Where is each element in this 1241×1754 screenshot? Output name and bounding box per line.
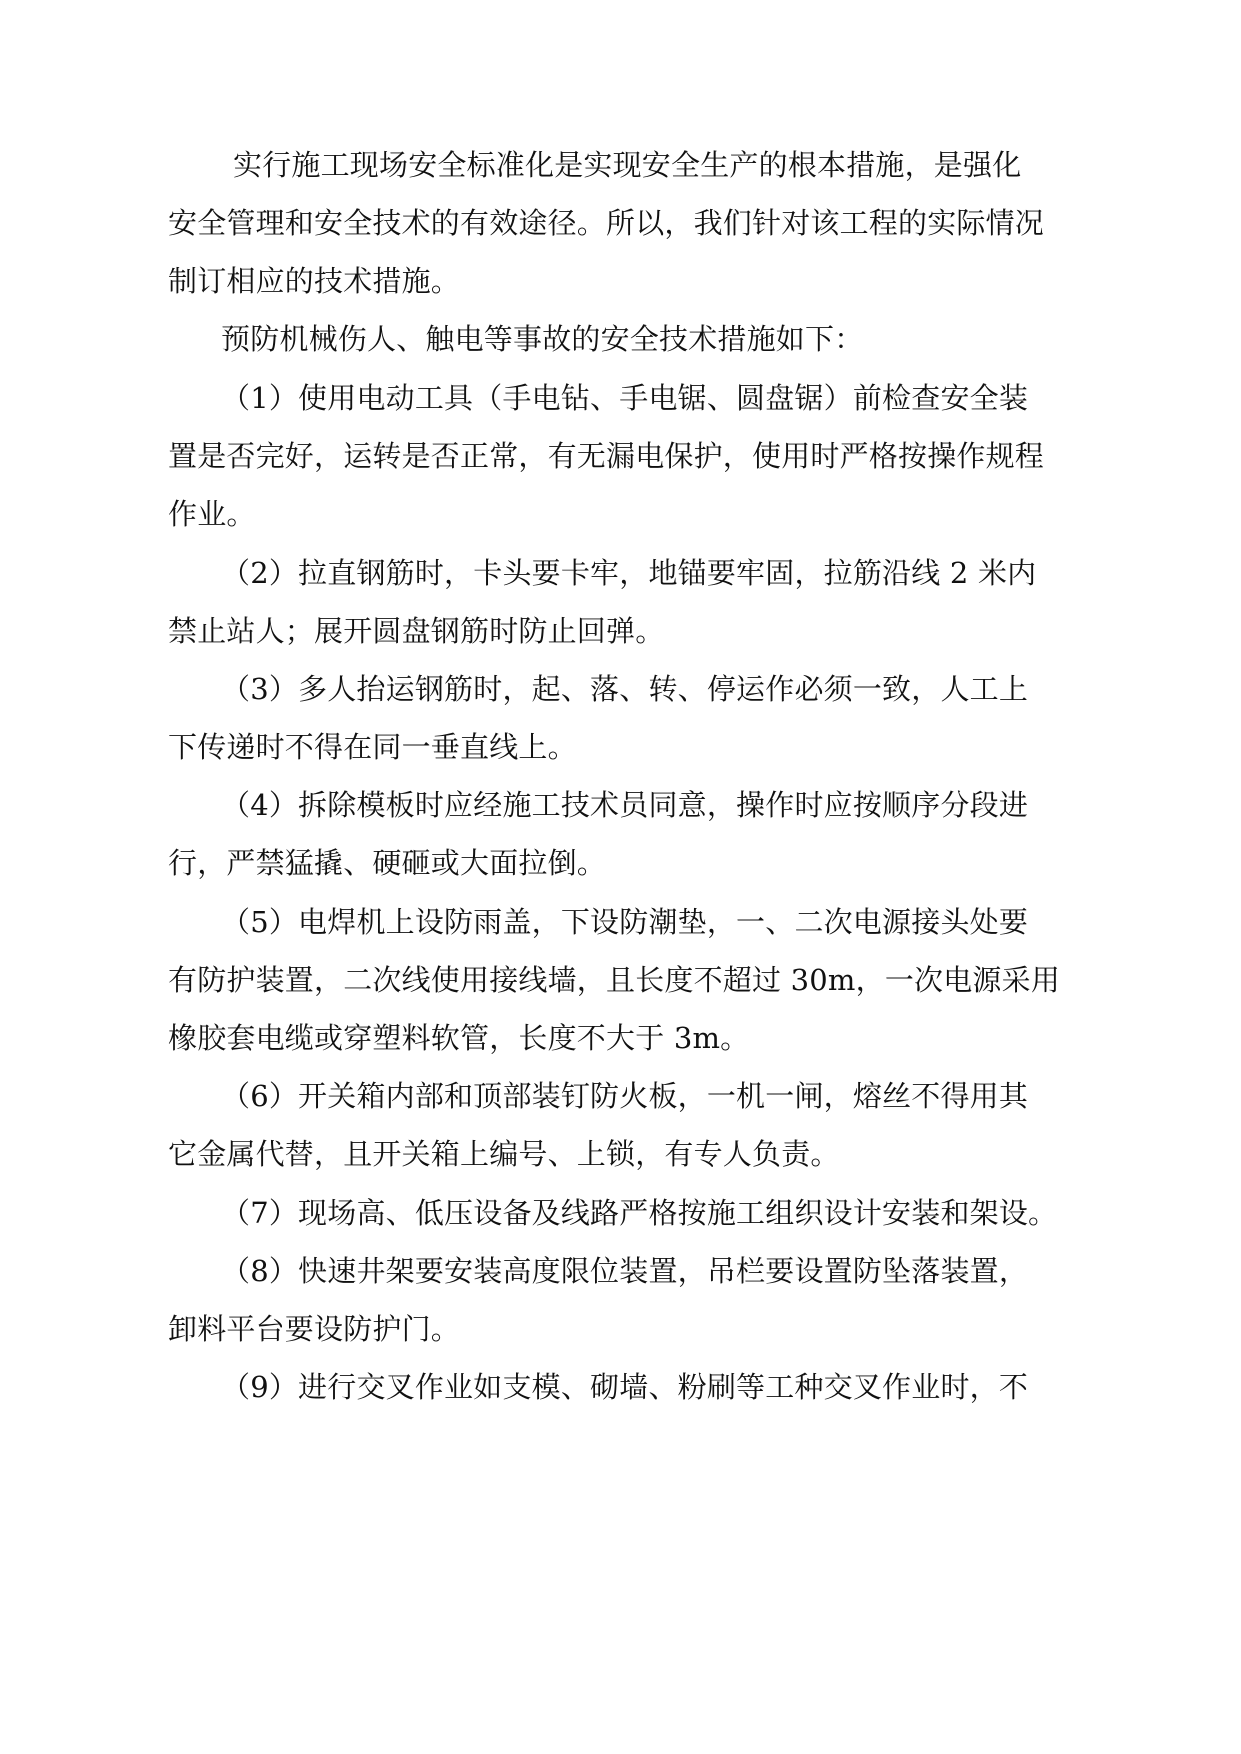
paragraph-10-line-0: （9）进行交叉作业如支模、砌墙、粉刷等工种交叉作业时，不	[221, 1370, 1029, 1404]
paragraph-5-line-1: 行，严禁猛撬、硬砸或大面拉倒。	[168, 846, 607, 880]
paragraph-5-line-0: （4）拆除模板时应经施工技术员同意，操作时应按顺序分段进	[221, 788, 1029, 822]
paragraph-3-line-0: （2）拉直钢筋时，卡头要卡牢，地锚要牢固，拉筋沿线 2 米内	[221, 556, 1037, 590]
paragraph-0-line-2: 制订相应的技术措施。	[168, 264, 461, 298]
paragraph-6-line-0: （5）电焊机上设防雨盖，下设防潮垫，一、二次电源接头处要	[221, 905, 1029, 939]
paragraph-7-line-0: （6）开关箱内部和顶部装钉防火板，一机一闸，熔丝不得用其	[221, 1079, 1029, 1113]
paragraph-0-line-1: 安全管理和安全技术的有效途径。所以，我们针对该工程的实际情况	[168, 206, 1045, 240]
paragraph-8-line-0: （7）现场高、低压设备及线路严格按施工组织设计安装和架设。	[221, 1196, 1058, 1230]
paragraph-9-line-1: 卸料平台要设防护门。	[168, 1312, 461, 1346]
paragraph-3-line-1: 禁止站人；展开圆盘钢筋时防止回弹。	[168, 614, 665, 648]
paragraph-9-line-0: （8）快速井架要安装高度限位装置，吊栏要设置防坠落装置，	[221, 1254, 1029, 1288]
paragraph-2-line-2: 作业。	[168, 497, 256, 531]
paragraph-2-line-0: （1）使用电动工具（手电钻、手电锯、圆盘锯）前检查安全装	[221, 381, 1029, 415]
paragraph-4-line-0: （3）多人抬运钢筋时，起、落、转、停运作必须一致，人工上	[221, 672, 1029, 706]
paragraph-4-line-1: 下传递时不得在同一垂直线上。	[168, 730, 577, 764]
paragraph-6-line-2: 橡胶套电缆或穿塑料软管，长度不大于 3m。	[168, 1021, 750, 1055]
paragraph-1-line-0: 预防机械伤人、触电等事故的安全技术措施如下：	[221, 322, 864, 356]
paragraph-0-line-0: 实行施工现场安全标准化是实现安全生产的根本措施，是强化	[233, 148, 1022, 182]
paragraph-7-line-1: 它金属代替，且开关箱上编号、上锁，有专人负责。	[168, 1137, 840, 1171]
paragraph-6-line-1: 有防护装置，二次线使用接线墙，且长度不超过 30m，一次电源采用	[168, 963, 1061, 997]
paragraph-2-line-1: 置是否完好，运转是否正常，有无漏电保护，使用时严格按操作规程	[168, 439, 1045, 473]
